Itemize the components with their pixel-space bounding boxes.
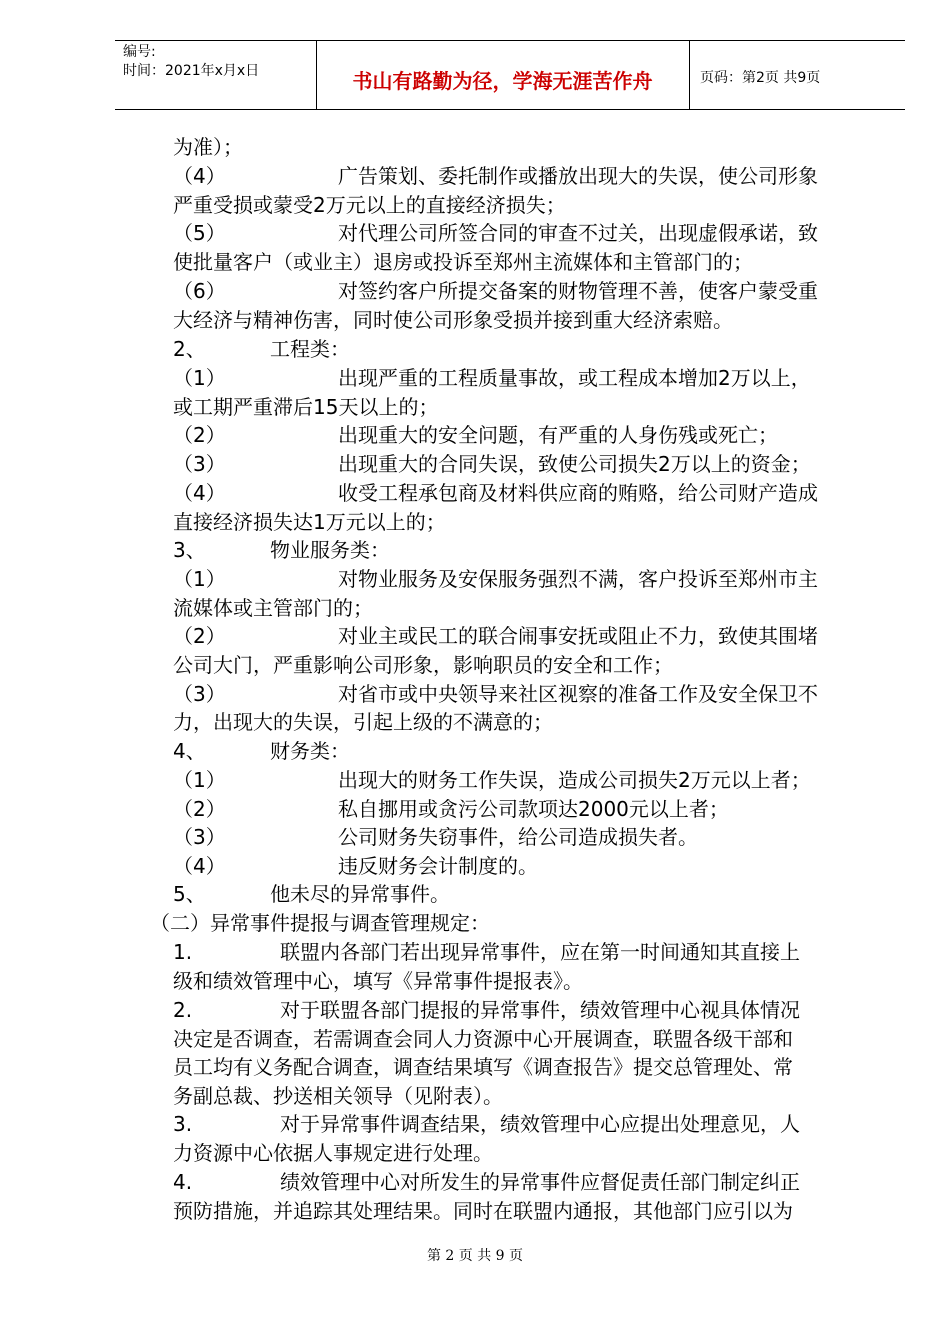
item-number: （4） xyxy=(173,481,226,505)
line-text: 力资源中心依据人事规定进行处理。 xyxy=(173,1141,493,1165)
item-number: （3） xyxy=(173,825,226,849)
item-number: （2） xyxy=(173,624,226,648)
page-header xyxy=(115,40,905,110)
line-text: 对于联盟各部门提报的异常事件，绩效管理中心视具体情况 xyxy=(280,998,800,1022)
line-text: 私自挪用或贪污公司款项达2000元以上者； xyxy=(338,797,729,821)
item-number: （1） xyxy=(173,567,226,591)
item-number: （4） xyxy=(173,164,226,188)
line-text: 收受工程承包商及材料供应商的贿赂，给公司财产造成 xyxy=(338,481,818,505)
line-text: 绩效管理中心对所发生的异常事件应督促责任部门制定纠正 xyxy=(280,1170,800,1194)
line-text: 使批量客户（或业主）退房或投诉至郑州主流媒体和主管部门的； xyxy=(173,250,753,274)
item-number: （3） xyxy=(173,452,226,476)
line-text: 出现严重的工程质量事故，或工程成本增加2万以上， xyxy=(338,366,811,390)
line-text: 对签约客户所提交备案的财物管理不善，使客户蒙受重 xyxy=(338,279,818,303)
header-meta-cell xyxy=(115,41,317,109)
item-number: 4、 xyxy=(173,739,206,763)
item-number: （3） xyxy=(173,682,226,706)
line-text: 联盟内各部门若出现异常事件，应在第一时间通知其直接上 xyxy=(280,940,800,964)
item-number: 2. xyxy=(173,998,193,1022)
line-text: 对于异常事件调查结果，绩效管理中心应提出处理意见，人 xyxy=(280,1112,800,1136)
item-number: 2、 xyxy=(173,337,206,361)
line-text: 出现重大的合同失误，致使公司损失2万以上的资金； xyxy=(338,452,811,476)
line-text: 级和绩效管理中心，填写《异常事件提报表》。 xyxy=(173,969,583,993)
item-number: （2） xyxy=(173,797,226,821)
page-footer: 第 2 页 共 9 页 xyxy=(426,1248,524,1264)
item-number: （5） xyxy=(173,221,226,245)
line-text: 公司大门，严重影响公司形象，影响职员的安全和工作； xyxy=(173,653,673,677)
line-text: 或工期严重滞后15天以上的； xyxy=(173,395,439,419)
item-number: （1） xyxy=(173,366,226,390)
line-text: 对代理公司所签合同的审查不过关，出现虚假承诺，致 xyxy=(338,221,818,245)
line-text: 对业主或民工的联合闹事安抚或阻止不力，致使其围堵 xyxy=(338,624,818,648)
serial-label: 编号: xyxy=(123,44,156,60)
motto: 书山有路勤为径，学海无涯苦作舟 xyxy=(352,69,653,93)
line-text: 出现重大的安全问题，有严重的人身伤残或死亡； xyxy=(338,423,778,447)
line-text: 违反财务会计制度的。 xyxy=(338,854,538,878)
item-number: 4. xyxy=(173,1170,193,1194)
line-text: 力，出现大的失误，引起上级的不满意的； xyxy=(173,710,553,734)
line-text: 物业服务类： xyxy=(270,538,390,562)
line-text: 对物业服务及安保服务强烈不满，客户投诉至郑州市主 xyxy=(338,567,818,591)
line-text: 为准）； xyxy=(173,135,243,159)
line-text: 工程类： xyxy=(270,337,350,361)
page-info: 页码：第2页 共9页 xyxy=(700,70,821,86)
line-text: 大经济与精神伤害，同时使公司形象受损并接到重大经济索赔。 xyxy=(173,308,733,332)
line-text: 直接经济损失达1万元以上的； xyxy=(173,510,446,534)
time-label: 时间：2021年x月x日 xyxy=(123,63,260,79)
line-text: 流媒体或主管部门的； xyxy=(173,596,373,620)
line-text: 他未尽的异常事件。 xyxy=(270,882,450,906)
item-number: （4） xyxy=(173,854,226,878)
item-number: 1. xyxy=(173,940,193,964)
item-number: （6） xyxy=(173,279,226,303)
line-text: 严重受损或蒙受2万元以上的直接经济损失； xyxy=(173,193,566,217)
line-text: 公司财务失窃事件，给公司造成损失者。 xyxy=(338,825,698,849)
line-text: 出现大的财务工作失误，造成公司损失2万元以上者； xyxy=(338,768,811,792)
header-motto-cell xyxy=(316,41,690,109)
item-number: 5、 xyxy=(173,882,206,906)
item-number: （2） xyxy=(173,423,226,447)
line-text: 广告策划、委托制作或播放出现大的失误，使公司形象 xyxy=(338,164,818,188)
line-text: 对省市或中央领导来社区视察的准备工作及安全保卫不 xyxy=(338,682,818,706)
line-text: （二）异常事件提报与调查管理规定： xyxy=(150,911,490,935)
item-number: （1） xyxy=(173,768,226,792)
line-text: 务副总裁、抄送相关领导（见附表）。 xyxy=(173,1084,503,1108)
line-text: 财务类： xyxy=(270,739,350,763)
item-number: 3. xyxy=(173,1112,193,1136)
line-text: 员工均有义务配合调查，调查结果填写《调查报告》提交总管理处、常 xyxy=(173,1055,793,1079)
header-page-cell xyxy=(690,41,905,109)
item-number: 3、 xyxy=(173,538,206,562)
line-text: 决定是否调查，若需调查会同人力资源中心开展调查，联盟各级干部和 xyxy=(173,1027,793,1051)
line-text: 预防措施，并追踪其处理结果。同时在联盟内通报，其他部门应引以为 xyxy=(173,1199,793,1223)
